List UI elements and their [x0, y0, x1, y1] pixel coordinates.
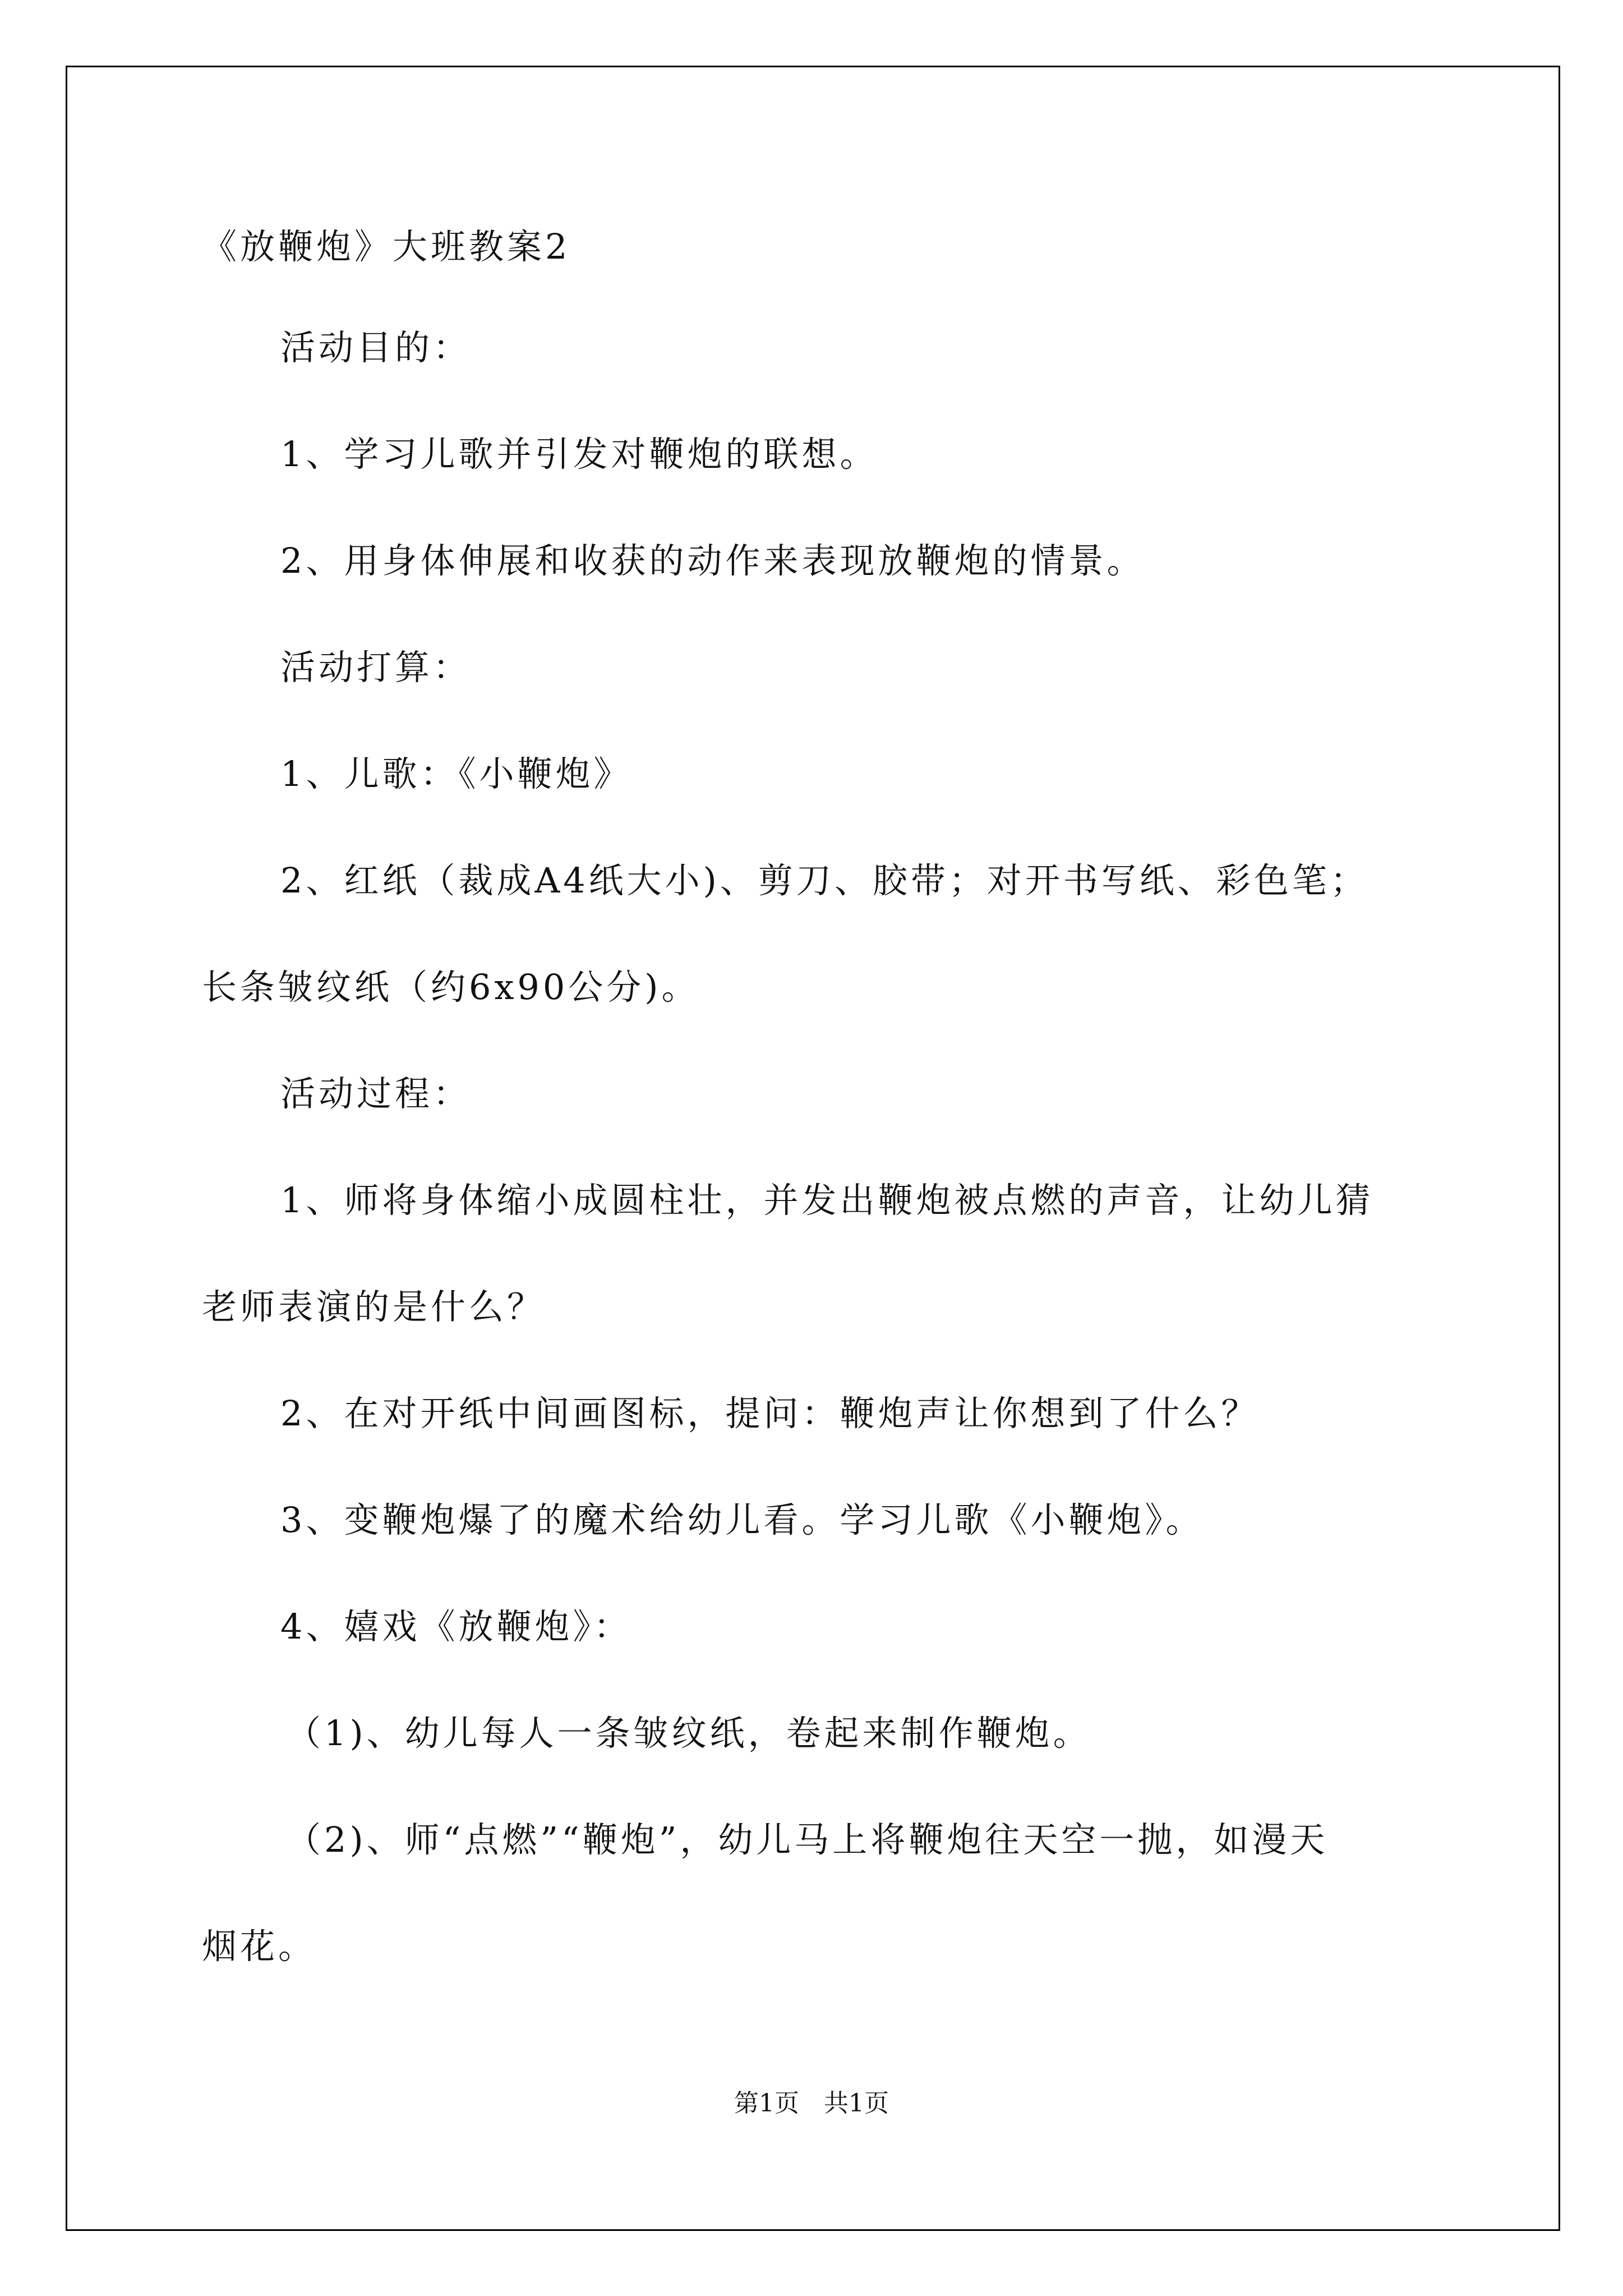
paragraph-line: 2、用身体伸展和收获的动作来表现放鞭炮的情景。 [280, 540, 1145, 581]
paragraph-line: 长条皱纹纸（约6x90公分)。 [202, 967, 700, 1007]
paragraph-line: 2、在对开纸中间画图标，提问：鞭炮声让你想到了什么？ [280, 1393, 1260, 1434]
paragraph-line: 1、师将身体缩小成圆柱壮，并发出鞭炮被点燃的声音，让幼儿猜 [280, 1180, 1374, 1221]
paragraph-line: 3、变鞭炮爆了的魔术给幼儿看。学习儿歌《小鞭炮》。 [280, 1499, 1204, 1540]
section-heading-preparation: 活动打算： [280, 647, 472, 688]
section-heading-process: 活动过程： [280, 1073, 472, 1114]
paragraph-line: （2)、师“点燃”“鞭炮”，幼儿马上将鞭炮往天空一抛，如漫天 [286, 1819, 1329, 1860]
paragraph-line: 烟花。 [202, 1926, 317, 1967]
paragraph-line: 4、嬉戏《放鞭炮》： [280, 1606, 632, 1647]
section-heading-purpose: 活动目的： [280, 327, 472, 368]
paragraph-line: 2、红纸（裁成A4纸大小)、剪刀、胶带；对开书写纸、彩色笔； [280, 860, 1368, 901]
paragraph-line: 老师表演的是什么？ [202, 1286, 546, 1327]
paragraph-line: 1、学习儿歌并引发对鞭炮的联想。 [280, 434, 878, 475]
paragraph-line: （1)、幼儿每人一条皱纹纸，卷起来制作鞭炮。 [286, 1713, 1091, 1754]
page-border [66, 66, 1560, 2231]
page-footer: 第1页 共1页 [734, 2089, 889, 2118]
document-title: 《放鞭炮》大班教案2 [202, 226, 571, 267]
paragraph-line: 1、儿歌：《小鞭炮》 [280, 753, 632, 794]
